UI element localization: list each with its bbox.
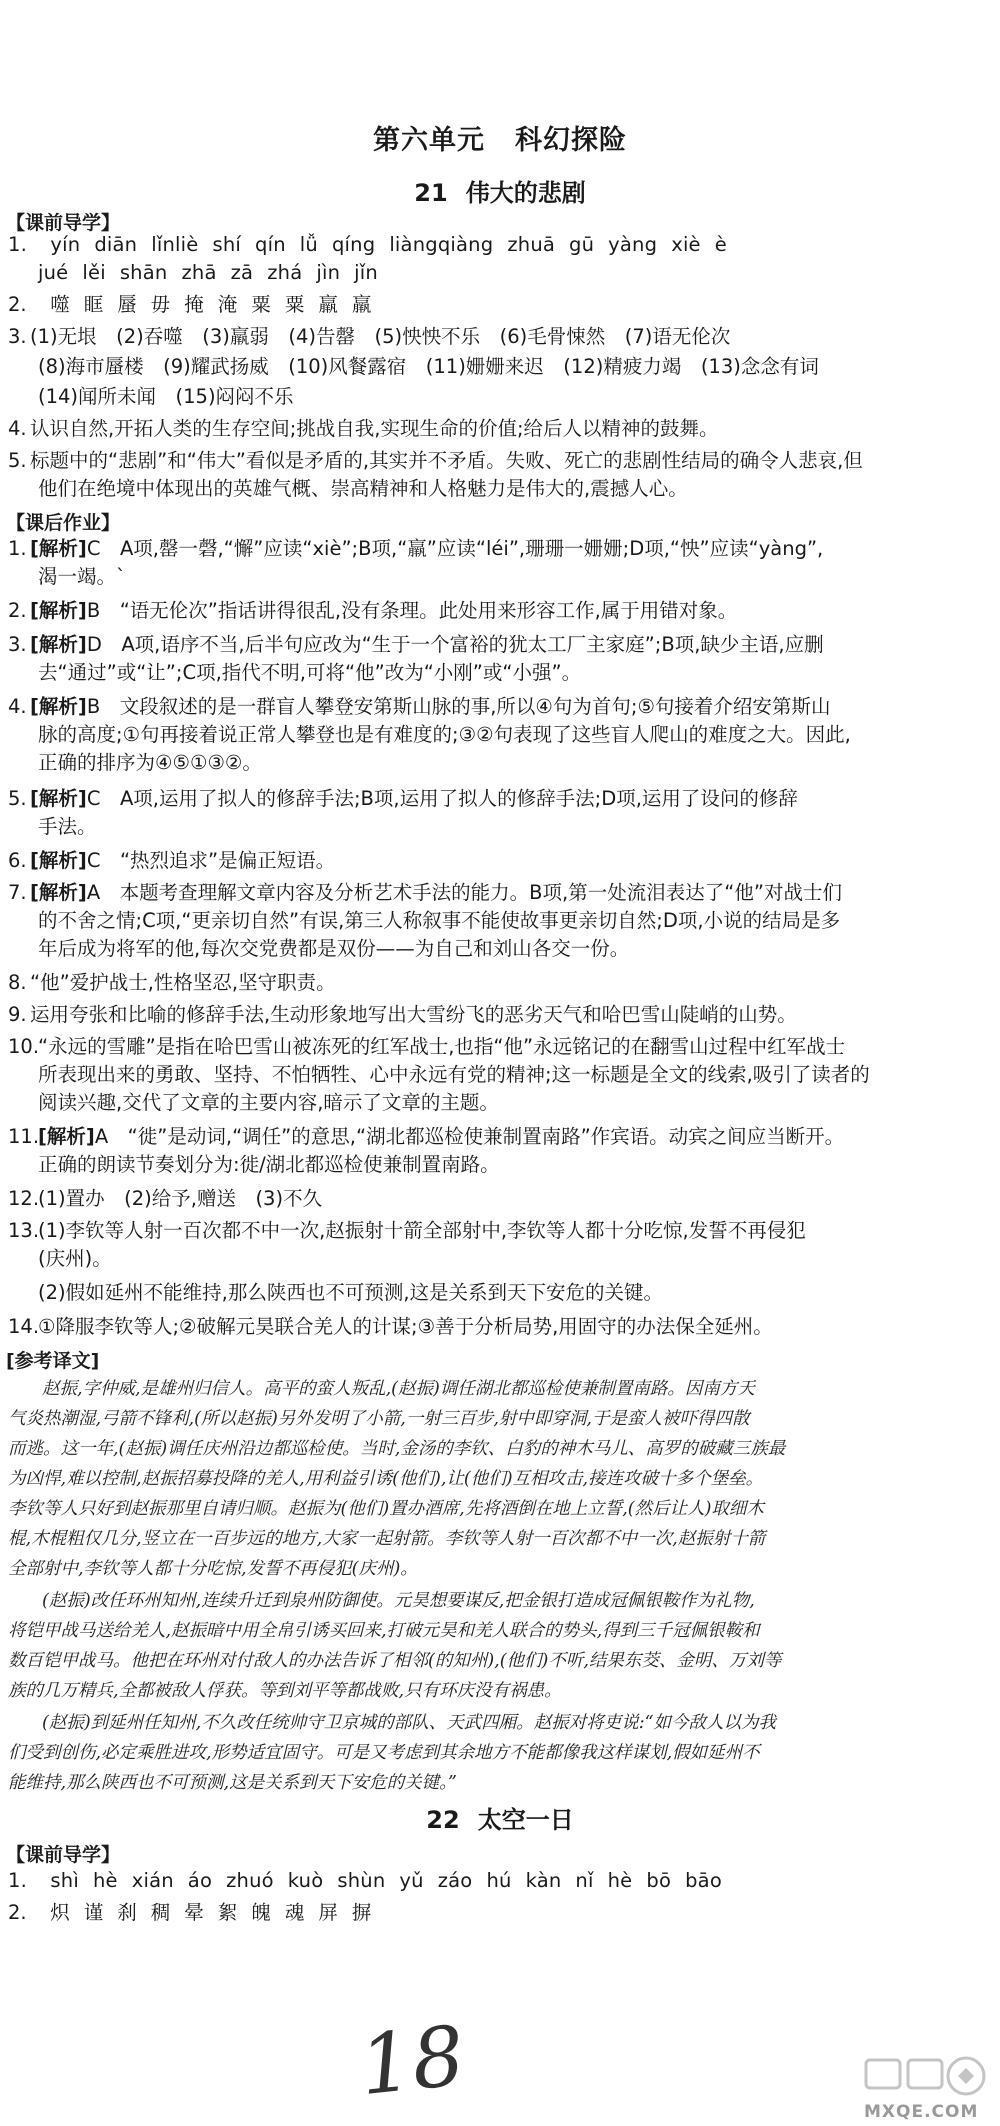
post-q13-line2: (庆州)。	[38, 1247, 112, 1270]
pre-q3-line3: (14)闻所未闻 (15)闷闷不乐	[38, 385, 294, 408]
post-q1-line1: 1. [解析]C A项,罄一磬,“懈”应读“xiè”;B项,“羸”应读“léi”,珊珊一姗姗;D项,“怏”应读“yàng”,	[8, 537, 824, 560]
pre22-q2: 2. 炽 谨 刹 稠 晕 絮 魄 魂 屏 摒	[8, 1901, 372, 1924]
watermark-text: MXQE.COM	[864, 2102, 979, 2122]
translation-line: (赵振)改任环州知州,连续升迁到泉州防御使。元昊想要谋反,把金银打造成冠佩银鞍作为礼物,	[42, 1591, 755, 1611]
post-q4-line1: 4. [解析]B 文段叙述的是一群盲人攀登安第斯山脉的事,所以④句为首句;⑤句接着介绍安第斯山	[8, 695, 831, 718]
lesson-21-title	[0, 173, 1000, 208]
section-reference-translation: [参考译文]	[6, 1350, 100, 1372]
post-q3-line2: 去“通过”或“让”;C项,指代不明,可将“他”改为“小刚”或“小强”。	[38, 661, 582, 684]
lesson-name: 伟大的悲剧	[465, 179, 586, 207]
post-q5-line1: 5. [解析]C A项,运用了拟人的修辞手法;B项,运用了拟人的修辞手法;D项,运用了设问的修辞	[8, 787, 798, 810]
unit-number: 第六单元	[373, 125, 485, 156]
lesson-number: 21	[414, 179, 448, 207]
translation-line: 数百铠甲战马。他把在环州对付敌人的办法告诉了相邻(的知州),(他们)不听,结果东茭、金明、万刘等	[8, 1651, 782, 1671]
post-q7-line1: 7. [解析]A 本题考查理解文章内容及分析艺术手法的能力。B项,第一处流泪表达了“他”对战士们	[8, 881, 842, 904]
post-q9: 9. 运用夸张和比喻的修辞手法,生动形象地写出大雪纷飞的恶劣天气和哈巴雪山陡峭的山势。	[8, 1003, 797, 1026]
pre-q2: 2. 噬 眶 蜃 毋 掩 淹 粟 粟 羸 羸	[8, 293, 372, 316]
post-q4-line3: 正确的排序为④⑤①③②。	[38, 751, 262, 774]
translation-line: 全部射中,李钦等人都十分吃惊,发誓不再侵犯(庆州)。	[8, 1559, 418, 1579]
post-q12: 12.(1)置办 (2)给予,赠送 (3)不久	[8, 1187, 323, 1210]
pre-q5-line2: 他们在绝境中体现出的英雄气概、崇高精神和人格魅力是伟大的,震撼人心。	[38, 477, 688, 500]
post-q11-line1: 11.[解析]A “徙”是动词,“调任”的意思,“湖北都巡检使兼制置南路”作宾语。动宾之间应当断开。	[8, 1125, 845, 1148]
post-q1-line2: 渴一竭。`	[38, 565, 126, 588]
pre-q5-line1: 5. 标题中的“悲剧”和“伟大”看似是矛盾的,其实并不矛盾。失败、死亡的悲剧性结局的确令人悲哀,但	[8, 449, 863, 472]
pre-q3-line2: (8)海市蜃楼 (9)耀武扬威 (10)风餐露宿 (11)姗姗来迟 (12)精疲力竭 (13)念念有词	[38, 355, 819, 378]
post-q13-line3: (2)假如延州不能维持,那么陕西也不可预测,这是关系到天下安危的关键。	[38, 1281, 664, 1304]
section-pre-class-22: 【课前导学】	[6, 1844, 121, 1866]
lesson-number: 22	[426, 1806, 460, 1834]
translation-line: 李钦等人只好到赵振那里自请归顺。赵振为(他们)置办酒席,先将酒倒在地上立誓,(然后让人)取细木	[8, 1499, 764, 1519]
post-q3-line1: 3. [解析]D A项,语序不当,后半句应改为“生于一个富裕的犹太工厂主家庭”;B项,缺少主语,应删	[8, 633, 824, 656]
lesson-name: 太空一日	[477, 1806, 574, 1834]
post-q11-line2: 正确的朗读节奏划分为:徙/湖北都巡检使兼制置南路。	[38, 1153, 500, 1176]
translation-line: 赵振,字仲威,是雄州归信人。高平的蛮人叛乱,(赵振)调任湖北都巡检使兼制置南路。因南方天	[42, 1379, 755, 1399]
pre-q3-line1: 3. (1)无垠 (2)吞噬 (3)羸弱 (4)告罄 (5)怏怏不乐 (6)毛骨悚然 (7)语无伦次	[8, 325, 731, 348]
translation-line: 将铠甲战马送给羌人,赵振暗中用全帛引诱买回来,打破元昊和羌人联合的势头,得到三千冠佩银鞍和	[8, 1621, 760, 1641]
translation-line: 族的几万精兵,全都被敌人俘获。等到刘平等都战败,只有环庆没有祸患。	[8, 1681, 562, 1701]
unit-theme: 科幻探险	[515, 125, 627, 156]
post-q2: 2. [解析]B “语无伦次”指话讲得很乱,没有条理。此处用来形容工作,属于用错对象。	[8, 599, 738, 622]
post-q6: 6. [解析]C “热烈追求”是偏正短语。	[8, 849, 336, 872]
translation-line: 们受到创伤,必定乘胜进攻,形势适宜固守。可是又考虑到其余地方不能都像我这样谋划,假如延州不	[8, 1743, 760, 1763]
post-q5-line2: 手法。	[38, 815, 97, 838]
pre-q1-line1: 1. yín diān lǐnliè shí qín lǚ qíng liàngqiàng zhuā gū yàng xiè è	[8, 233, 727, 256]
translation-line: 气炎热潮湿,弓箭不锋利,(所以赵振)另外发明了小箭,一射三百步,射中即穿洞,于是蛮人被吓得四散	[8, 1409, 750, 1429]
post-q10-line1: 10.“永远的雪雕”是指在哈巴雪山被冻死的红军战士,也指“他”永远铭记的在翻雪山过程中红军战士	[8, 1035, 846, 1058]
section-homework: 【课后作业】	[6, 512, 121, 534]
post-q7-line2: 的不舍之情;C项,“更亲切自然”有误,第三人称叙事不能使故事更亲切自然;D项,小说的结局是多	[38, 909, 841, 932]
post-q8: 8. “他”爱护战士,性格坚忍,坚守职责。	[8, 971, 336, 994]
unit-title	[0, 118, 1000, 157]
post-q10-line3: 阅读兴趣,交代了文章的主要内容,暗示了文章的主题。	[38, 1091, 499, 1114]
section-pre-class: 【课前导学】	[6, 212, 121, 234]
handwritten-page-number: 18	[355, 2008, 470, 2115]
post-q13-line1: 13.(1)李钦等人射一百次都不中一次,赵振射十箭全部射中,李钦等人都十分吃惊,发誓不再侵犯	[8, 1219, 806, 1242]
translation-line: (赵振)到延州任知州,不久改任统帅守卫京城的部队、天武四厢。赵振对将吏说:“如今敌人以为我	[42, 1713, 777, 1733]
translation-line: 能维持,那么陕西也不可预测,这是关系到天下安危的关键。”	[8, 1773, 457, 1793]
translation-line: 而逃。这一年,(赵振)调任庆州沿边都巡检使。当时,金汤的李钦、白豹的神木马儿、高罗的破藏三族最	[8, 1439, 786, 1459]
post-q14: 14.①降服李钦等人;②破解元昊联合羌人的计谋;③善于分析局势,用固守的办法保全延州。	[8, 1315, 773, 1338]
post-q10-line2: 所表现出来的勇敢、坚持、不怕牺牲、心中永远有党的精神;这一标题是全文的线索,吸引了读者的	[38, 1063, 870, 1086]
translation-line: 为凶悍,难以控制,赵振招募投降的羌人,用利益引诱(他们),让(他们)互相攻击,接连攻破十多个堡垒。	[8, 1469, 764, 1489]
post-q4-line2: 脉的高度;①句再接着说正常人攀登也是有难度的;③②句表现了这些盲人爬山的难度之大。因此,	[38, 723, 851, 746]
pre-q4: 4. 认识自然,开拓人类的生存空间;挑战自我,实现生命的价值;给后人以精神的鼓舞。	[8, 417, 719, 440]
pre-q1-line2: jué lěi shān zhā zā zhá jìn jǐn	[38, 261, 378, 284]
pre22-q1: 1. shì hè xián áo zhuó kuò shùn yǔ záo hú kàn nǐ hè bō bāo	[8, 1869, 722, 1892]
lesson-22-title	[0, 1800, 1000, 1835]
post-q7-line3: 年后成为将军的他,每次交党费都是双份——为自己和刘山各交一份。	[38, 937, 630, 960]
translation-line: 棍,木棍粗仅几分,竖立在一百步远的地方,大家一起射箭。李钦等人射一百次都不中一次,赵振射十箭	[8, 1529, 766, 1549]
